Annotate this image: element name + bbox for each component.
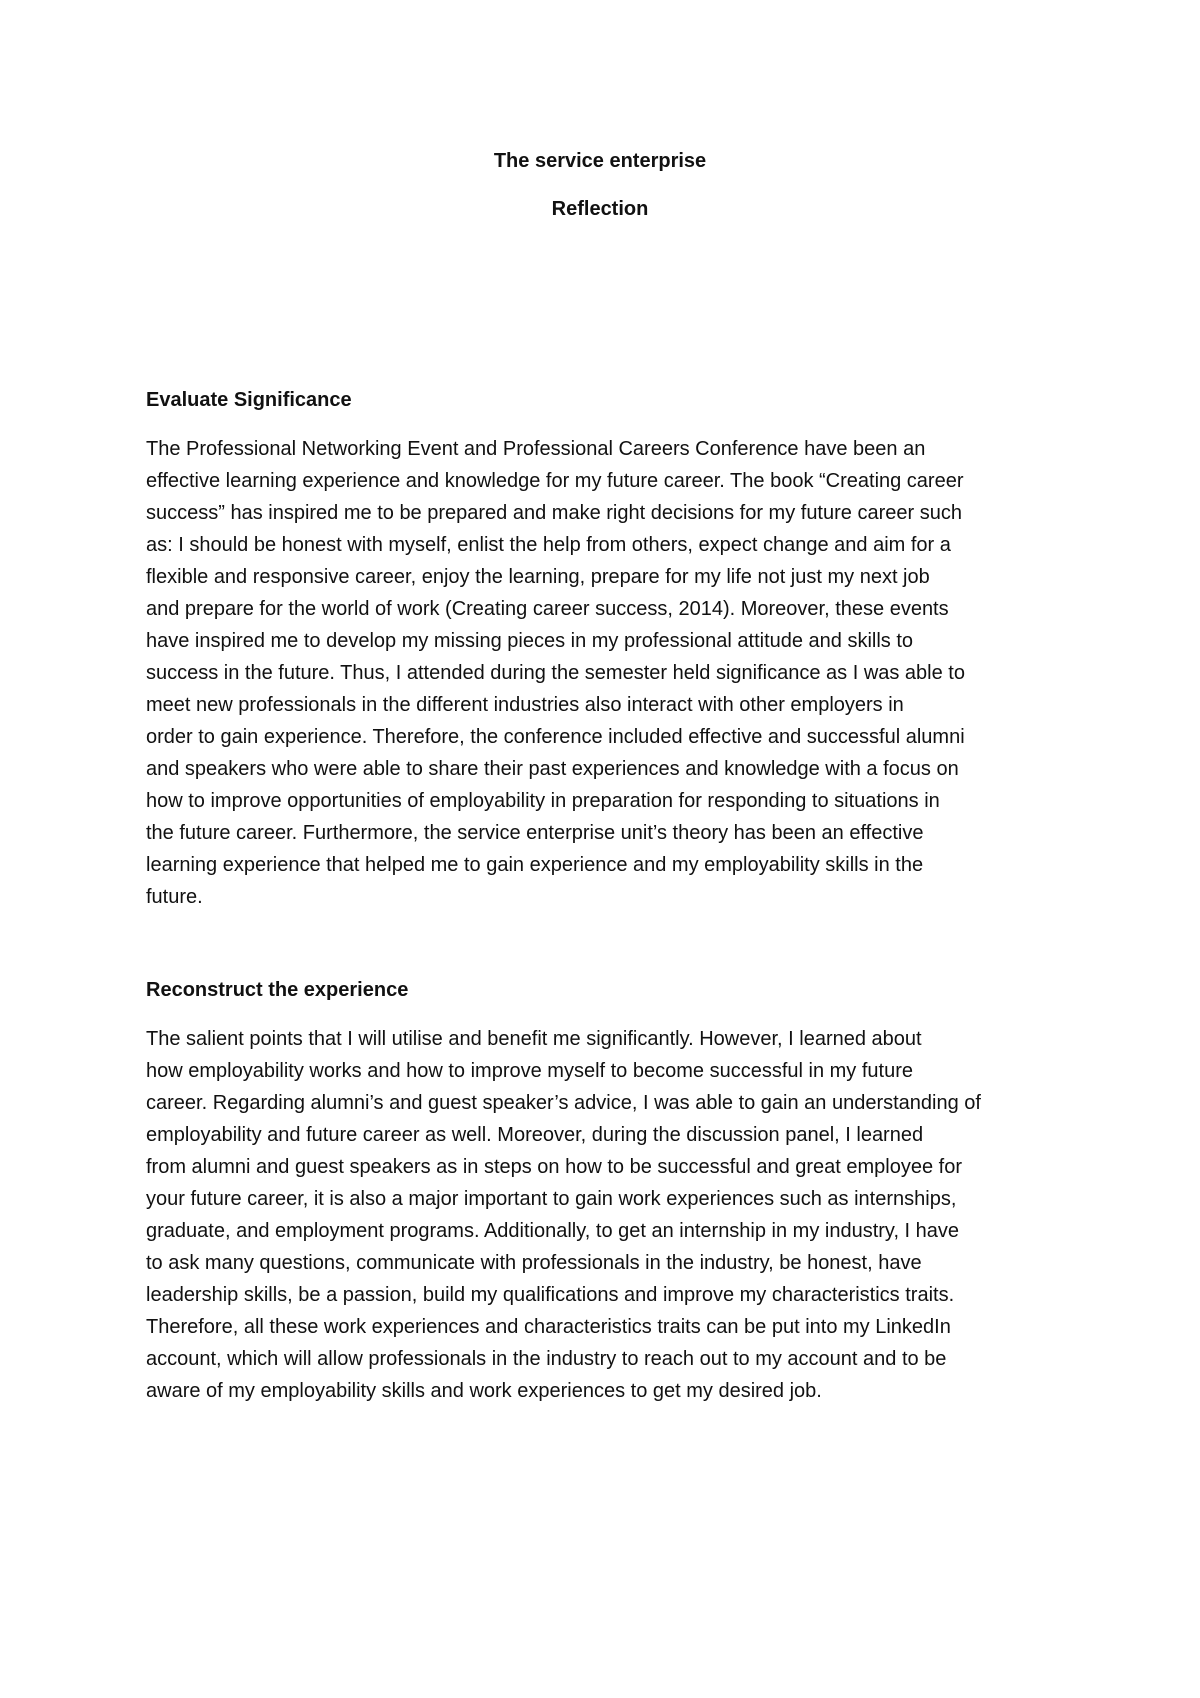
paragraph-line: The salient points that I will utilise and benefit me significantly. However, I learned about xyxy=(146,1028,922,1050)
paragraph-line: leadership skills, be a passion, build my qualifications and improve my characteristics traits. xyxy=(146,1284,955,1306)
paragraph-line: success” has inspired me to be prepared and make right decisions for my future career such xyxy=(146,502,962,524)
paragraph-line: meet new professionals in the different industries also interact with other employers in xyxy=(146,694,904,716)
paragraph-line: how to improve opportunities of employability in preparation for responding to situations in xyxy=(146,790,940,812)
section-evaluate-significance xyxy=(146,388,1061,913)
paragraph-line: to ask many questions, communicate with professionals in the industry, be honest, have xyxy=(146,1252,922,1274)
paragraph-line: The Professional Networking Event and Professional Careers Conference have been an xyxy=(146,438,926,460)
paragraph-line: from alumni and guest speakers as in steps on how to be successful and great employee for xyxy=(146,1156,963,1178)
paragraph-line: Therefore, all these work experiences and characteristics traits can be put into my LinkedIn xyxy=(146,1316,951,1338)
paragraph-line: account, which will allow professionals in the industry to reach out to my account and to be xyxy=(146,1348,947,1370)
section-paragraph xyxy=(146,433,1061,913)
paragraph-line: future. xyxy=(146,886,203,908)
paragraph-line: order to gain experience. Therefore, the conference included effective and successful alumni xyxy=(146,726,965,748)
paragraph-line: have inspired me to develop my missing pieces in my professional attitude and skills to xyxy=(146,630,914,652)
paragraph-line: career. Regarding alumni’s and guest speaker’s advice, I was able to gain an understanding of xyxy=(146,1092,981,1114)
section-reconstruct-experience xyxy=(146,978,1061,1407)
paragraph-line: graduate, and employment programs. Additionally, to get an internship in my industry, I have xyxy=(146,1220,960,1242)
paragraph-line: learning experience that helped me to gain experience and my employability skills in the xyxy=(146,854,924,876)
paragraph-line: how employability works and how to improve myself to become successful in my future xyxy=(146,1060,913,1082)
paragraph-line: your future career, it is also a major important to gain work experiences such as internships, xyxy=(146,1188,957,1210)
paragraph-line: flexible and responsive career, enjoy the learning, prepare for my life not just my next job xyxy=(146,566,930,588)
section-heading: Evaluate Significance xyxy=(146,389,352,411)
document-subtitle: Reflection xyxy=(551,198,649,220)
paragraph-line: aware of my employability skills and work experiences to get my desired job. xyxy=(146,1380,822,1402)
paragraph-line: success in the future. Thus, I attended during the semester held significance as I was able to xyxy=(146,662,965,684)
section-heading: Reconstruct the experience xyxy=(146,979,409,1001)
paragraph-line: as: I should be honest with myself, enlist the help from others, expect change and aim for a xyxy=(146,534,951,556)
paragraph-line: effective learning experience and knowledge for my future career. The book “Creating career xyxy=(146,470,964,492)
paragraph-line: and prepare for the world of work (Creating career success, 2014). Moreover, these events xyxy=(146,598,949,620)
paragraph-line: the future career. Furthermore, the service enterprise unit’s theory has been an effective xyxy=(146,822,924,844)
paragraph-line: and speakers who were able to share their past experiences and knowledge with a focus on xyxy=(146,758,959,780)
section-paragraph xyxy=(146,1023,1061,1407)
paragraph-line: employability and future career as well. Moreover, during the discussion panel, I learned xyxy=(146,1124,924,1146)
document-title: The service enterprise xyxy=(493,150,707,172)
